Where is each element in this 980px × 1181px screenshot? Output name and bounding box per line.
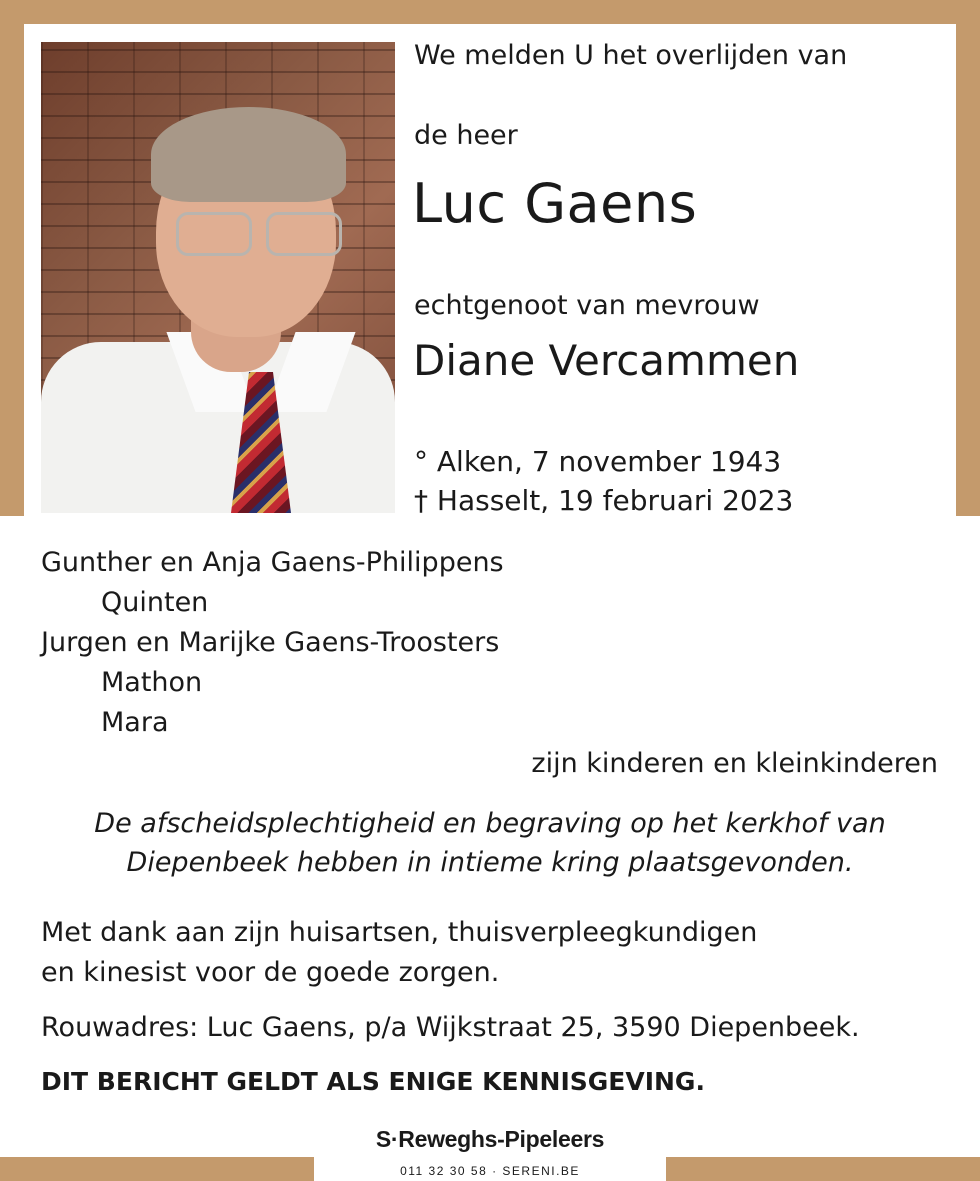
family-line: Jurgen en Marijke Gaens-Troosters [41, 627, 500, 658]
title-prefix: de heer [414, 120, 518, 151]
deceased-name: Luc Gaens [412, 172, 698, 235]
mourning-address: Rouwadres: Luc Gaens, p/a Wijkstraat 25, 3590 Diepenbeek. [41, 1012, 860, 1043]
glasses-icon [176, 212, 346, 252]
notice-text: DIT BERICHT GELDT ALS ENIGE KENNISGEVING. [41, 1067, 705, 1096]
family-relation: zijn kinderen en kleinkinderen [531, 748, 938, 779]
birth-line: ° Alken, 7 november 1943 [414, 445, 782, 478]
ceremony-line-1: De afscheidsplechtigheid en begraving op het kerkhof van [94, 808, 886, 839]
portrait-hair [151, 107, 346, 202]
family-line: Mara [101, 707, 169, 738]
spouse-label: echtgenoot van mevrouw [414, 290, 760, 321]
funeral-home-logo: S·Reweghs-Pipeleers [375, 1126, 605, 1152]
ceremony-line-2: Diepenbeek hebben in intieme kring plaatsgevonden. [126, 847, 854, 878]
thanks-line-2: en kinesist voor de goede zorgen. [41, 957, 500, 988]
intro-text: We melden U het overlijden van [414, 40, 848, 71]
funeral-home-contact: 011 32 30 58 · SERENI.BE [400, 1164, 580, 1178]
family-line: Gunther en Anja Gaens-Philippens [41, 547, 504, 578]
portrait-photo [41, 42, 395, 513]
death-line: † Hasselt, 19 februari 2023 [414, 484, 794, 517]
family-line: Mathon [101, 667, 203, 698]
spouse-name: Diane Vercammen [413, 336, 800, 385]
thanks-line-1: Met dank aan zijn huisartsen, thuisverpleegkundigen [41, 917, 758, 948]
family-line: Quinten [101, 587, 209, 618]
